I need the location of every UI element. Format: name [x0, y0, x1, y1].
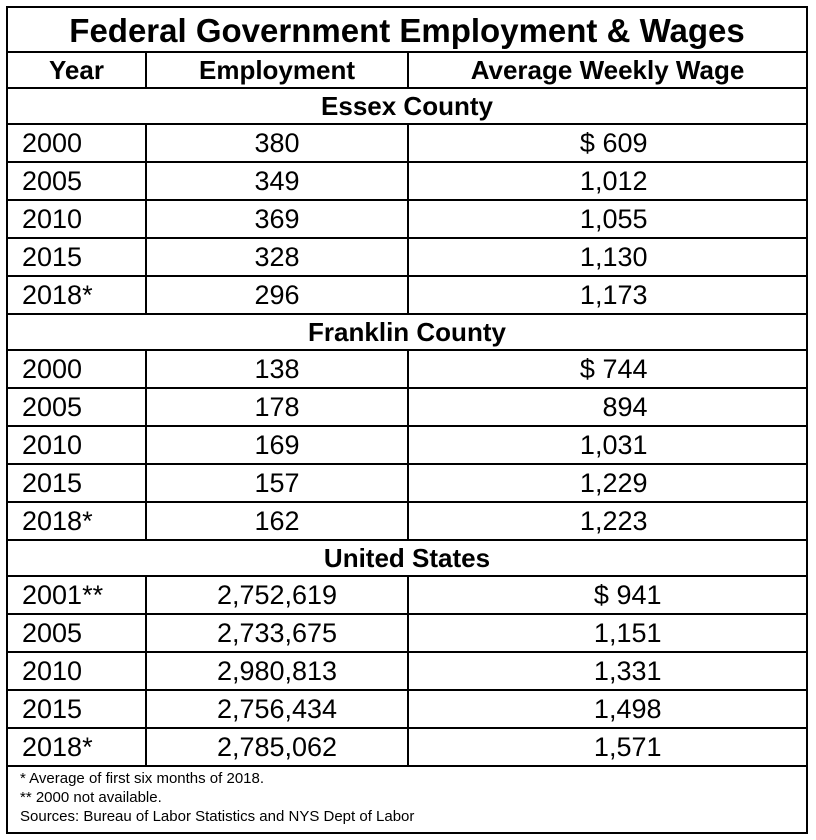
employment-cell: 162: [147, 503, 409, 539]
table-row: [8, 389, 806, 427]
column-header-year: Year: [8, 53, 147, 87]
column-header-employment: Employment: [147, 53, 409, 87]
table-row: [8, 729, 806, 767]
wage-cell: $ 609: [579, 128, 648, 158]
table-row: [8, 163, 806, 201]
wage-cell: 894: [602, 392, 648, 422]
wage-cell: $ 941: [593, 580, 662, 610]
year-cell: 2005: [8, 389, 147, 425]
employment-cell: 157: [147, 465, 409, 501]
year-cell: 2018*: [8, 277, 147, 313]
employment-cell: 2,756,434: [147, 691, 409, 727]
employment-cell: 349: [147, 163, 409, 199]
table-row: [8, 653, 806, 691]
employment-cell: 2,980,813: [147, 653, 409, 689]
year-cell: 2005: [8, 615, 147, 651]
table-title: Federal Government Employment & Wages: [8, 8, 806, 53]
wage-cell: 1,498: [593, 694, 662, 724]
table-row: [8, 503, 806, 541]
year-cell: 2015: [8, 465, 147, 501]
wage-cell-wrapper: [409, 163, 806, 199]
employment-cell: 369: [147, 201, 409, 237]
wage-cell-wrapper: [409, 577, 806, 613]
employment-wages-table: [6, 6, 808, 834]
column-header-row: [8, 53, 806, 89]
year-cell: 2018*: [8, 503, 147, 539]
wage-cell-wrapper: [409, 201, 806, 237]
wage-cell: 1,012: [579, 166, 648, 196]
employment-cell: 380: [147, 125, 409, 161]
year-cell: 2000: [8, 125, 147, 161]
column-header-wage: Average Weekly Wage: [470, 55, 745, 85]
employment-cell: 169: [147, 427, 409, 463]
table-row: [8, 277, 806, 315]
table-row: [8, 465, 806, 503]
employment-cell: 2,733,675: [147, 615, 409, 651]
wage-cell-wrapper: [409, 277, 806, 313]
wage-cell: 1,331: [593, 656, 662, 686]
wage-cell-wrapper: [409, 653, 806, 689]
year-cell: 2001**: [8, 577, 147, 613]
employment-cell: 328: [147, 239, 409, 275]
employment-cell: 2,785,062: [147, 729, 409, 765]
wage-cell-wrapper: [409, 125, 806, 161]
employment-cell: 178: [147, 389, 409, 425]
footnote: * Average of first six months of 2018.: [20, 770, 265, 787]
wage-cell: 1,055: [579, 204, 648, 234]
year-cell: 2010: [8, 201, 147, 237]
year-cell: 2005: [8, 163, 147, 199]
wage-cell: 1,173: [579, 280, 648, 310]
year-cell: 2010: [8, 427, 147, 463]
section-header: Franklin County: [8, 315, 806, 351]
year-cell: 2015: [8, 691, 147, 727]
wage-cell: 1,229: [579, 468, 648, 498]
footnote: Sources: Bureau of Labor Statistics and NYS Dept of Labor: [20, 808, 415, 825]
table-row: [8, 351, 806, 389]
table-row: [8, 125, 806, 163]
section-header: United States: [8, 541, 806, 577]
employment-cell: 138: [147, 351, 409, 387]
wage-cell-wrapper: [409, 615, 806, 651]
wage-cell: 1,151: [593, 618, 662, 648]
wage-cell-wrapper: [409, 465, 806, 501]
table-row: [8, 239, 806, 277]
wage-cell-wrapper: [409, 729, 806, 765]
wage-cell: 1,031: [579, 430, 648, 460]
year-cell: 2015: [8, 239, 147, 275]
year-cell: 2018*: [8, 729, 147, 765]
table-row: [8, 691, 806, 729]
wage-cell: 1,223: [579, 506, 648, 536]
section-header: Essex County: [8, 89, 806, 125]
wage-cell-wrapper: [409, 239, 806, 275]
wage-cell: 1,130: [579, 242, 648, 272]
table-row: [8, 201, 806, 239]
wage-cell: $ 744: [579, 354, 648, 384]
table-row: [8, 615, 806, 653]
wage-cell-wrapper: [409, 691, 806, 727]
wage-cell-wrapper: [409, 427, 806, 463]
wage-cell-wrapper: [409, 503, 806, 539]
employment-cell: 296: [147, 277, 409, 313]
wage-cell-wrapper: [409, 389, 806, 425]
wage-cell: 1,571: [593, 732, 662, 762]
year-cell: 2000: [8, 351, 147, 387]
year-cell: 2010: [8, 653, 147, 689]
footnote: ** 2000 not available.: [20, 789, 162, 806]
wage-cell-wrapper: [409, 351, 806, 387]
employment-cell: 2,752,619: [147, 577, 409, 613]
table-row: [8, 577, 806, 615]
table-row: [8, 427, 806, 465]
